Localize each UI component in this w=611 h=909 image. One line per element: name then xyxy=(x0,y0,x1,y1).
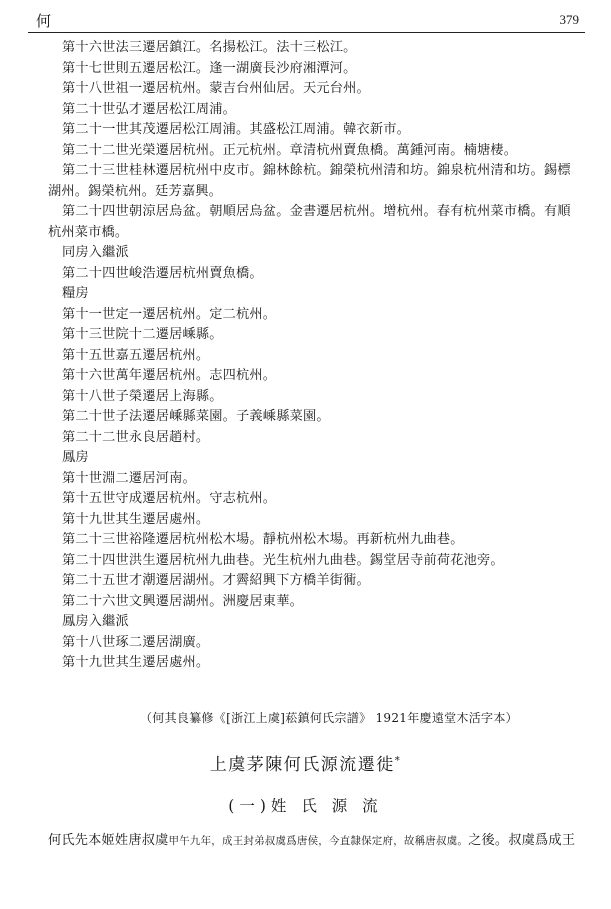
genealogy-body xyxy=(48,38,588,674)
genealogy-line: 第十五世嘉五遷居杭州。 xyxy=(62,347,210,363)
genealogy-line: 第二十三世裕隆遷居杭州松木場。靜杭州松木場。再新杭州九曲巷。 xyxy=(62,532,464,547)
genealogy-line: 第十六世萬年遷居杭州。志四杭州。 xyxy=(62,368,277,383)
branch-heading: 鳳房入繼派 xyxy=(62,614,129,629)
genealogy-line: 第二十五世才潮遷居湖州。才霽紹興下方橋羊街衕。 xyxy=(62,573,370,588)
genealogy-line: 第二十三世桂林遷居杭州中皮市。錦林餘杭。錦榮杭州清和坊。錦泉杭州清和坊。錫標 xyxy=(62,163,571,178)
header-character: 何 xyxy=(36,12,52,30)
genealogy-line: 第十一世定一遷居杭州。定二杭州。 xyxy=(62,306,277,322)
genealogy-line: 第二十二世永良居趙村。 xyxy=(62,429,210,445)
genealogy-line: 第十世淵二遷居河南。 xyxy=(62,470,196,486)
genealogy-line: 第十八世琢二遷居湖廣。 xyxy=(62,634,210,650)
branch-heading: 鳳房 xyxy=(62,450,89,465)
subsection-title: (一)姓 氏 源 流 xyxy=(228,797,383,815)
genealogy-line: 第十五世守成遷居杭州。守志杭州。 xyxy=(62,491,277,506)
title-footnote-mark: * xyxy=(394,755,402,767)
genealogy-line: 第十八世祖一遷居杭州。蒙吉台州仙居。天元台州。 xyxy=(62,81,370,96)
genealogy-line: 第二十世子法遷居嵊縣菜園。子義嵊縣菜園。 xyxy=(62,409,330,424)
genealogy-line: 第十九世其生遷居處州。 xyxy=(62,655,210,670)
genealogy-line: 杭州菜市橋。 xyxy=(48,224,129,240)
genealogy-line: 第十七世則五遷居松江。逢一湖廣長沙府湘潭河。 xyxy=(62,60,357,76)
genealogy-line: 第二十四世朝涼居烏盆。朝順居烏盆。金書遷居杭州。增杭州。春有杭州菜市橋。有順 xyxy=(62,204,571,219)
genealogy-line: 第二十四世洪生遷居杭州九曲巷。光生杭州九曲巷。錫堂居寺前荷花池旁。 xyxy=(62,552,504,568)
genealogy-line: 第二十二世光榮遷居杭州。正元杭州。章清杭州賣魚橋。萬鍾河南。楠塘棲。 xyxy=(62,142,518,158)
closing-text-start: 何氏先本姬姓唐叔虞 xyxy=(48,833,169,848)
genealogy-line: 湖州。錫榮杭州。廷芳嘉興。 xyxy=(48,183,223,199)
branch-heading: 糧房 xyxy=(62,286,89,301)
source-citation: （何其良纂修《[浙江上虞]菘鎮何氏宗譜》 1921年慶遠堂木活字本） xyxy=(140,711,518,725)
closing-text-end: 之後。叔虞爲成王 xyxy=(468,833,576,848)
genealogy-line: 第十三世院十二遷居嵊縣。 xyxy=(62,327,223,342)
closing-paragraph xyxy=(48,829,593,848)
section-title xyxy=(0,750,611,775)
genealogy-line: 第十八世子榮遷居上海縣。 xyxy=(62,388,223,404)
genealogy-line: 第十九世其生遷居處州。 xyxy=(62,511,210,527)
closing-annotation: 甲午九年，成王封弟叔虞爲唐侯，今直隸保定府，故稱唐叔虞。 xyxy=(168,835,469,847)
branch-heading: 同房入繼派 xyxy=(62,245,129,260)
page-number: 379 xyxy=(559,12,579,27)
genealogy-line: 第二十世弘才遷居松江周浦。 xyxy=(62,101,237,117)
genealogy-line: 第十六世法三遷居鎮江。名揚松江。法十三松江。 xyxy=(62,40,357,55)
section-title-text: 上虞茅陳何氏源流遷徙 xyxy=(209,755,395,775)
genealogy-line: 第二十一世其茂遷居松江周浦。其盛松江周浦。韓衣新市。 xyxy=(62,122,411,137)
page-header xyxy=(28,6,585,33)
genealogy-line: 第二十四世峻浩遷居杭州賣魚橋。 xyxy=(62,265,263,281)
genealogy-line: 第二十六世文興遷居湖州。洲慶居東華。 xyxy=(62,593,303,609)
